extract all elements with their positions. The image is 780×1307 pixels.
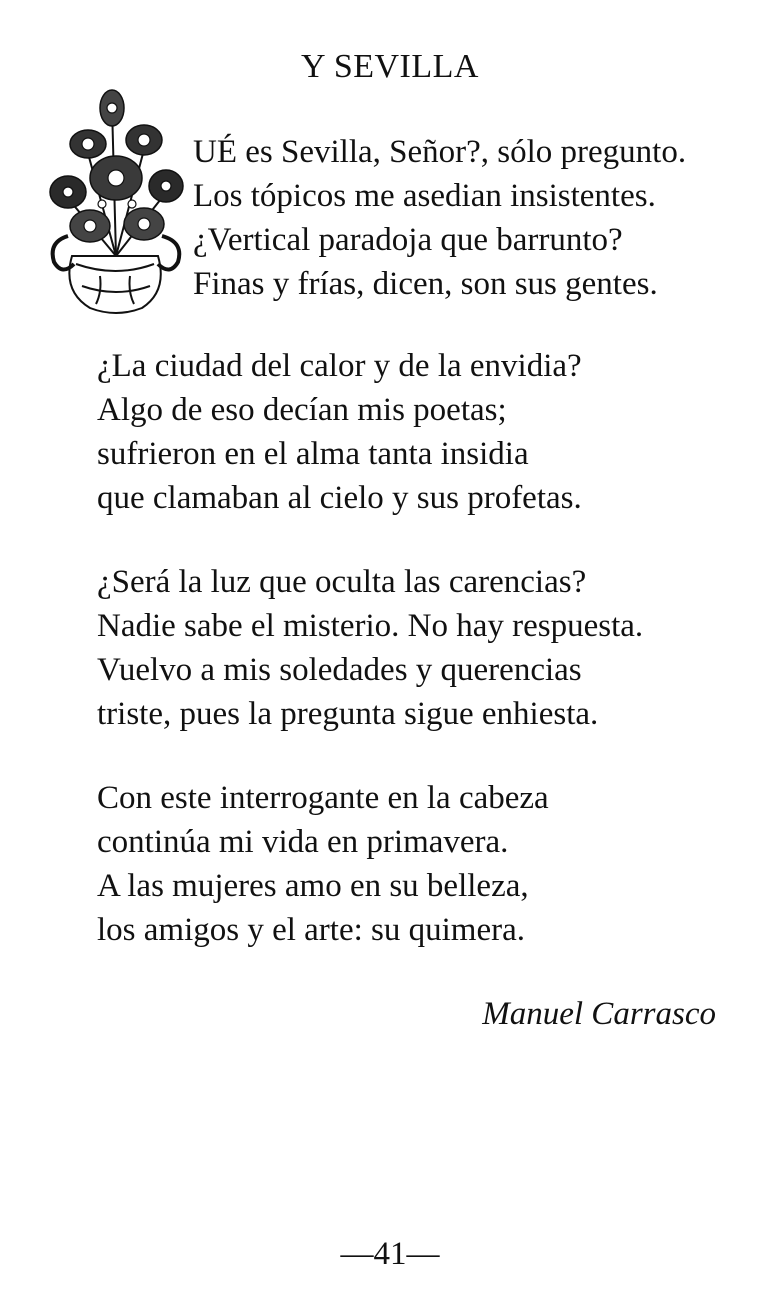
verse-line: ¿La ciudad del calor y de la envidia? [97,348,582,384]
verse-line: triste, pues la pregunta sigue enhiesta. [97,696,599,732]
verse-line: que clamaban al cielo y sus profetas. [97,480,582,516]
stanza-1 [193,130,686,306]
verse-line: ¿Será la luz que oculta las carencias? [97,564,587,600]
stanza-3 [97,560,643,736]
verse-line: Con este interrogante en la cabeza [97,780,549,816]
stanza-2 [97,344,582,520]
verse-line: Finas y frías, dicen, son sus gentes. [193,266,658,302]
verse-line: Algo de eso decían mis poetas; [97,392,507,428]
verse-line: ¿Vertical paradoja que barrunto? [193,222,623,258]
verse-line: Los tópicos me asedian insistentes. [193,178,656,214]
verse-line: UÉ es Sevilla, Señor?, sólo pregunto. [193,134,687,170]
flower-vase-drop-cap-icon [42,86,190,318]
verse-line: Nadie sabe el misterio. No hay respuesta. [97,608,644,644]
stanza-4 [97,776,549,952]
page-number: —41— [340,1236,440,1272]
verse-line: continúa mi vida en primavera. [97,824,509,860]
verse-line: los amigos y el arte: su quimera. [97,912,525,948]
verse-line: A las mujeres amo en su belleza, [97,868,529,904]
page-title: Y SEVILLA [301,48,479,85]
verse-line: Vuelvo a mis soledades y querencias [97,652,582,688]
verse-line: sufrieron en el alma tanta insidia [97,436,529,472]
author-signature: Manuel Carrasco [482,996,716,1032]
